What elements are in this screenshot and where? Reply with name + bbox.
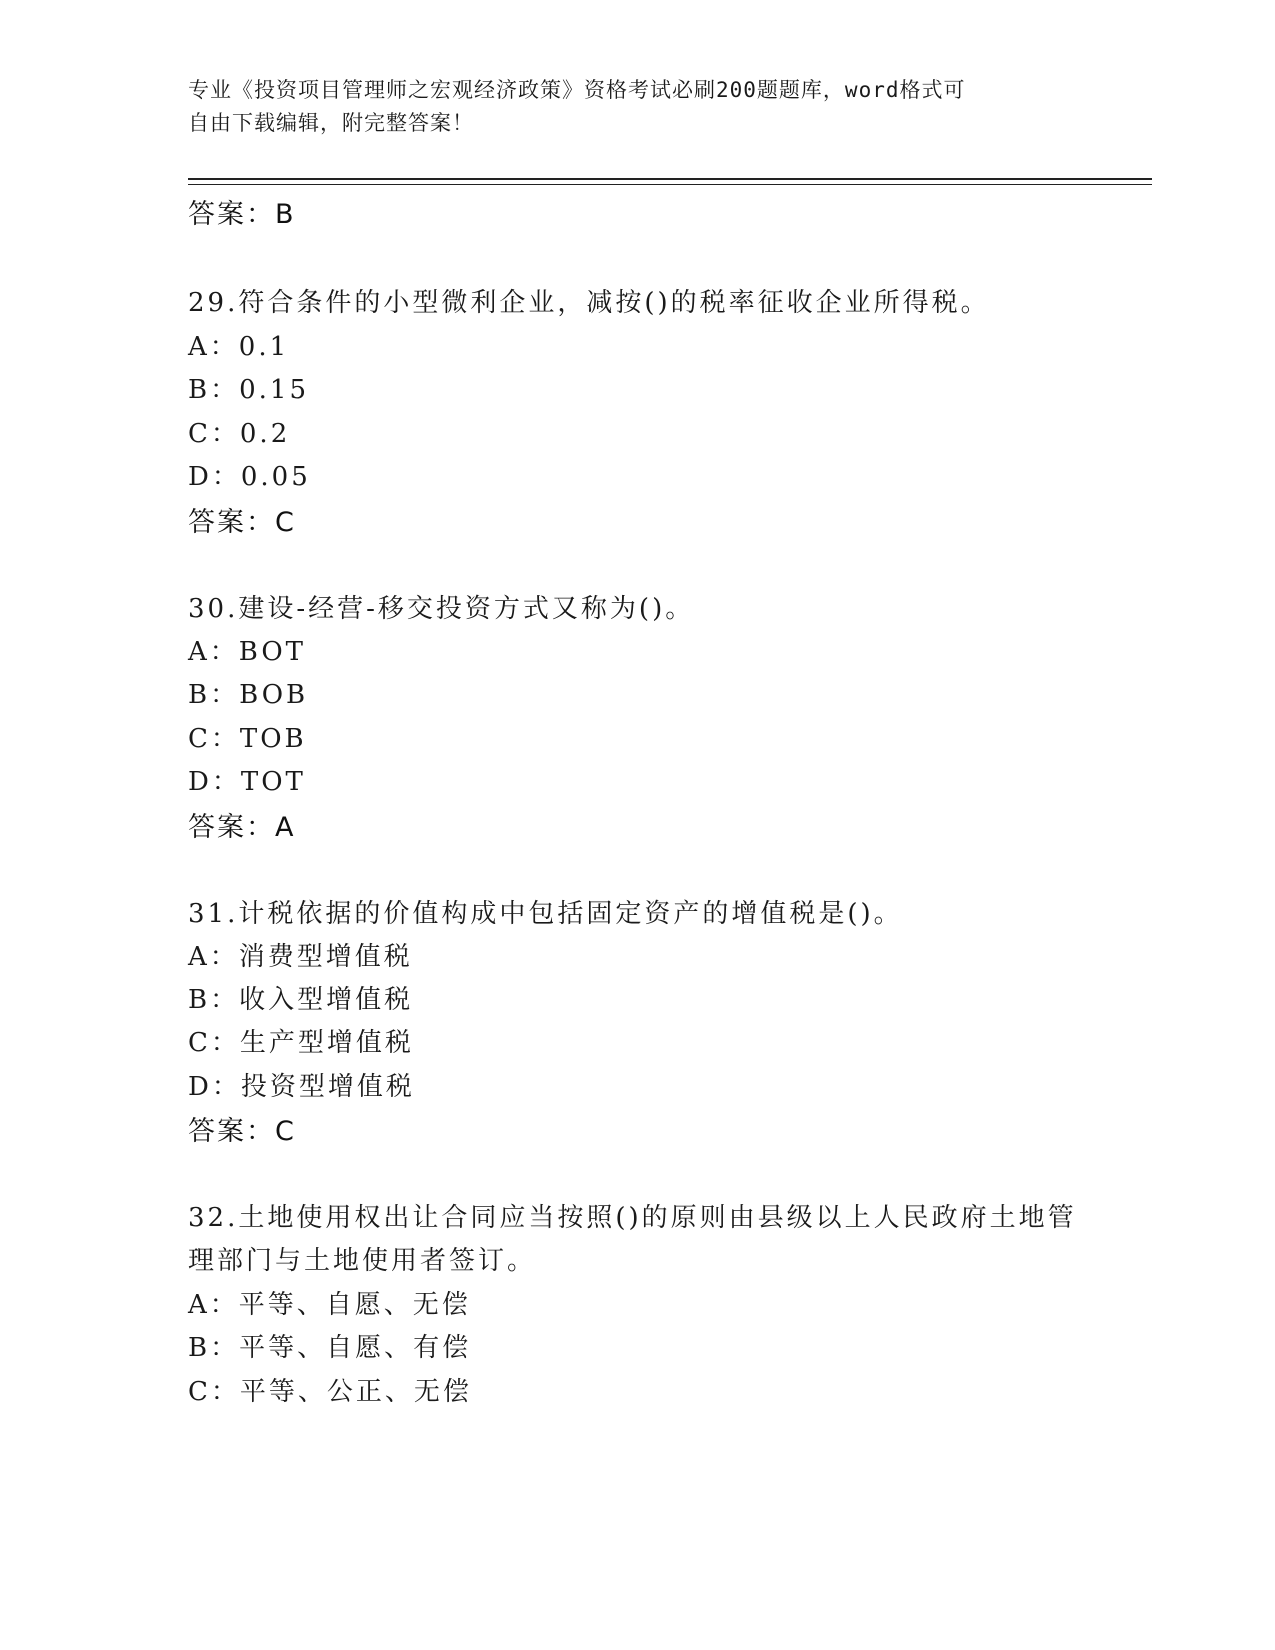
q32-option-b: B：平等、自愿、有偿 [188, 1333, 472, 1363]
header-divider-thin [188, 184, 1152, 185]
document-header [188, 74, 1088, 140]
q30-option-a: A：BOT [188, 637, 307, 667]
question-30: 30.建设-经营-移交投资方式又称为()。 [188, 594, 695, 624]
q29-answer: 答案：C [188, 507, 296, 538]
q31-option-a: A：消费型增值税 [188, 942, 413, 972]
q30-answer: 答案：A [188, 812, 296, 843]
q31-answer: 答案：C [188, 1116, 296, 1147]
header-divider-thick [188, 178, 1152, 180]
q31-option-c: C：生产型增值税 [188, 1028, 414, 1058]
q31-option-d: D：投资型增值税 [188, 1072, 415, 1102]
q30-option-b: B：BOB [188, 680, 309, 710]
question-32-line-2: 理部门与土地使用者签订。 [188, 1246, 537, 1276]
q29-option-c: C：0.2 [188, 419, 291, 449]
q30-option-d: D：TOT [188, 767, 306, 797]
q32-option-c: C：平等、公正、无偿 [188, 1377, 472, 1407]
answer-prev: 答案：B [188, 199, 296, 230]
header-line-1: 专业《投资项目管理师之宏观经济政策》资格考试必刷200题题库，word格式可 [188, 78, 966, 102]
q32-option-a: A：平等、自愿、无偿 [188, 1290, 471, 1320]
q29-option-d: D：0.05 [188, 462, 311, 492]
question-32-line-1: 32.土地使用权出让合同应当按照()的原则由县级以上人民政府土地管 [188, 1203, 1077, 1233]
header-line-2: 自由下载编辑，附完整答案！ [188, 111, 474, 135]
question-29: 29.符合条件的小型微利企业，减按()的税率征收企业所得税。 [188, 288, 990, 318]
q30-option-c: C：TOB [188, 724, 307, 754]
q31-option-b: B：收入型增值税 [188, 985, 414, 1015]
q29-option-b: B：0.15 [188, 375, 309, 405]
question-31: 31.计税依据的价值构成中包括固定资产的增值税是()。 [188, 899, 903, 929]
q29-option-a: A：0.1 [188, 332, 290, 362]
